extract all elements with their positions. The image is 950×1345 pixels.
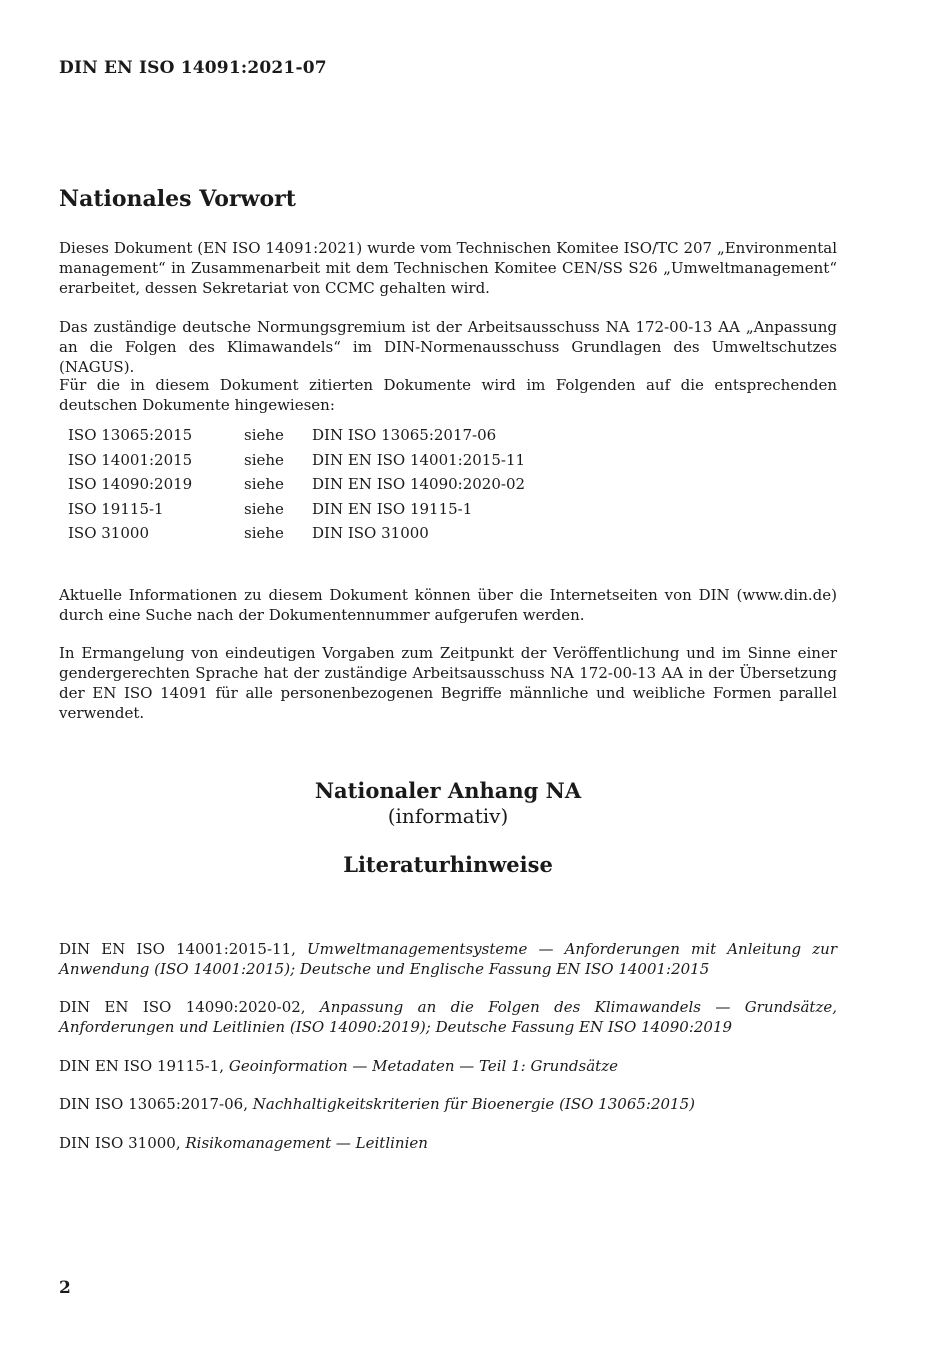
see-label: siehe xyxy=(244,524,284,543)
bibliography-entry-ref: DIN EN ISO 14090:2020-02, xyxy=(59,998,306,1016)
foreword-paragraph-2: Das zuständige deutsche Normungsgremium ist der Arbeitsausschuss NA 172-00-13 AA „Anpassung an die Folgen des Klimawandels“ im DIN-Normenausschuss Grundlagen des Umweltschutzes (NAGUS). xyxy=(59,318,837,376)
bibliography-entry-title: Risikomanagement — Leitlinien xyxy=(185,1134,428,1152)
foreword-paragraph-4: Aktuelle Informationen zu diesem Dokument können über die Internetseiten von DIN (www.din.de) durch eine Suche nach der Dokumentennummer aufgerufen werden. xyxy=(59,586,837,624)
document-header-id: DIN EN ISO 14091:2021-07 xyxy=(59,58,327,78)
see-label: siehe xyxy=(244,475,284,494)
iso-reference: ISO 14090:2019 xyxy=(68,475,193,494)
table-row xyxy=(68,423,525,448)
iso-reference: ISO 14001:2015 xyxy=(68,450,193,469)
annex-subtitle: (informativ) xyxy=(387,804,509,828)
bibliography-entry-title: Nachhaltigkeitskriterien für Bioenergie (ISO 13065:2015) xyxy=(252,1095,695,1113)
bibliography-entry xyxy=(59,939,837,979)
bibliography-entry-ref: DIN EN ISO 19115-1, xyxy=(59,1057,225,1075)
iso-reference: ISO 31000 xyxy=(68,524,149,543)
foreword-paragraph-3: Für die in diesem Dokument zitierten Dokumente wird im Folgenden auf die entsprechenden deutschen Dokumente hingewiesen: xyxy=(59,376,837,414)
iso-reference: ISO 19115-1 xyxy=(68,499,164,518)
foreword-paragraph-5: In Ermangelung von eindeutigen Vorgaben zum Zeitpunkt der Veröffentlichung und im Sinne einer gendergerechten Sprache hat der zuständige Arbeitsausschuss NA 172-00-13 AA in der Übersetzung der EN ISO 14091 für alle personenbezogenen Begriffe männliche und weibliche Formen parallel verwendet. xyxy=(59,644,837,722)
table-row xyxy=(68,521,525,546)
see-label: siehe xyxy=(244,426,284,445)
din-reference: DIN ISO 31000 xyxy=(312,524,429,543)
bibliography-entry-title: Geoinformation — Metadaten — Teil 1: Grundsätze xyxy=(228,1057,618,1075)
bibliography-entry-title: Umweltmanagementsysteme — Anforderungen mit Anleitung zur Anwendung (ISO 14001:2015); Deutsche und Englische Fassung EN ISO 14001:2015 xyxy=(59,940,837,978)
table-row xyxy=(68,448,525,473)
din-reference: DIN EN ISO 14090:2020-02 xyxy=(312,475,526,494)
din-reference: DIN EN ISO 14001:2015-11 xyxy=(312,450,526,469)
bibliography-entry-ref: DIN ISO 13065:2017-06, xyxy=(59,1095,248,1113)
bibliography-title: Literaturhinweise xyxy=(343,852,553,877)
bibliography-entry xyxy=(59,997,837,1037)
table-row xyxy=(68,472,525,497)
bibliography-entry-title: Anpassung an die Folgen des Klimawandels — Grundsätze, Anforderungen und Leitlinien (ISO 14090:2019); Deutsche Fassung EN ISO 14090:2019 xyxy=(59,998,837,1036)
foreword-title: Nationales Vorwort xyxy=(59,186,296,212)
table-row xyxy=(68,497,525,522)
see-label: siehe xyxy=(244,499,284,518)
page-number: 2 xyxy=(59,1278,71,1298)
iso-reference: ISO 13065:2015 xyxy=(68,426,193,445)
din-reference: DIN ISO 13065:2017-06 xyxy=(312,426,497,445)
bibliography-entry-ref: DIN ISO 31000, xyxy=(59,1134,181,1152)
annex-title: Nationaler Anhang NA xyxy=(314,778,582,803)
bibliography-entry xyxy=(59,1056,837,1076)
bibliography-entry xyxy=(59,1094,837,1114)
foreword-paragraph-1: Dieses Dokument (EN ISO 14091:2021) wurde vom Technischen Komitee ISO/TC 207 „Environmental management“ in Zusammenarbeit mit dem Technischen Komitee CEN/SS S26 „Umweltmanagement“ erarbeitet, dessen Sekretariat von CCMC gehalten wird. xyxy=(59,239,837,297)
reference-correspondence-table xyxy=(68,423,525,546)
see-label: siehe xyxy=(244,450,284,469)
bibliography-entry-ref: DIN EN ISO 14001:2015-11, xyxy=(59,940,296,958)
bibliography-entry xyxy=(59,1133,837,1153)
din-reference: DIN EN ISO 19115-1 xyxy=(312,499,473,518)
